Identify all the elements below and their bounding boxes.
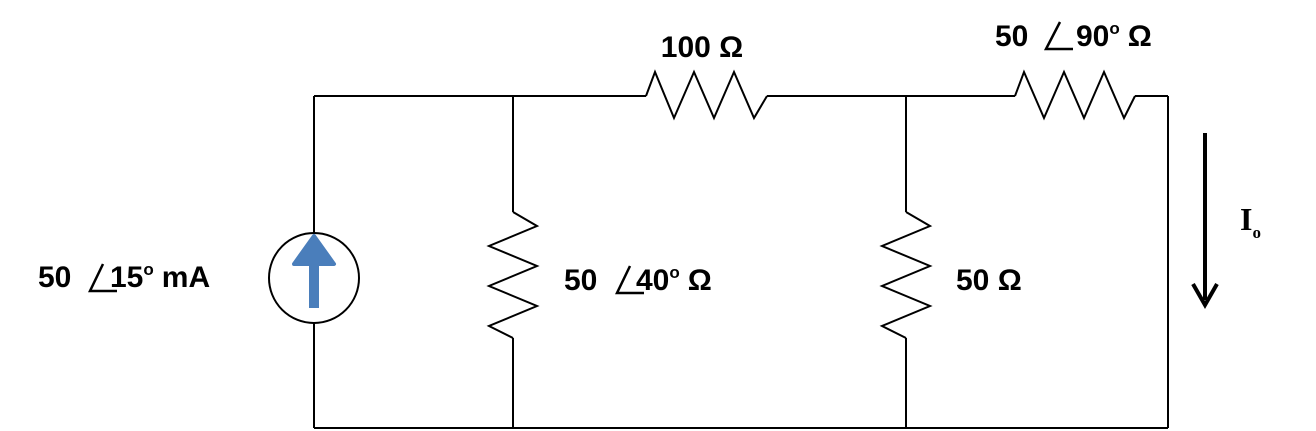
svg-text:50: 50: [564, 264, 598, 297]
output-current-arrow-icon: [1193, 133, 1217, 305]
angle-symbol-icon: [1046, 22, 1073, 49]
label-resistor-50: 50 Ω: [956, 264, 1022, 297]
label-resistor-50-40: [564, 263, 712, 297]
label-source: [38, 260, 210, 294]
svg-text:15omA: 15$^o$ mA: [110, 260, 211, 294]
current-source: [269, 233, 359, 323]
wires: [314, 96, 1168, 428]
svg-text:40oΩ: 40$^o$ Ω: [636, 263, 712, 297]
resistor-50-40-ohm: [489, 212, 537, 338]
resistor-50-ohm: [882, 212, 930, 338]
label-resistor-50-90: [995, 19, 1152, 53]
resistor-100-ohm: [646, 72, 767, 118]
label-resistor-100: 100 Ω: [660, 31, 744, 64]
svg-text:50: 50: [995, 20, 1029, 53]
label-output-current: $I_o$: [1240, 201, 1261, 242]
svg-text:90oΩ: 90$^o$ Ω: [1076, 19, 1152, 53]
resistor-50-90-ohm: [1015, 72, 1135, 118]
svg-text:50: 50: [38, 261, 72, 294]
